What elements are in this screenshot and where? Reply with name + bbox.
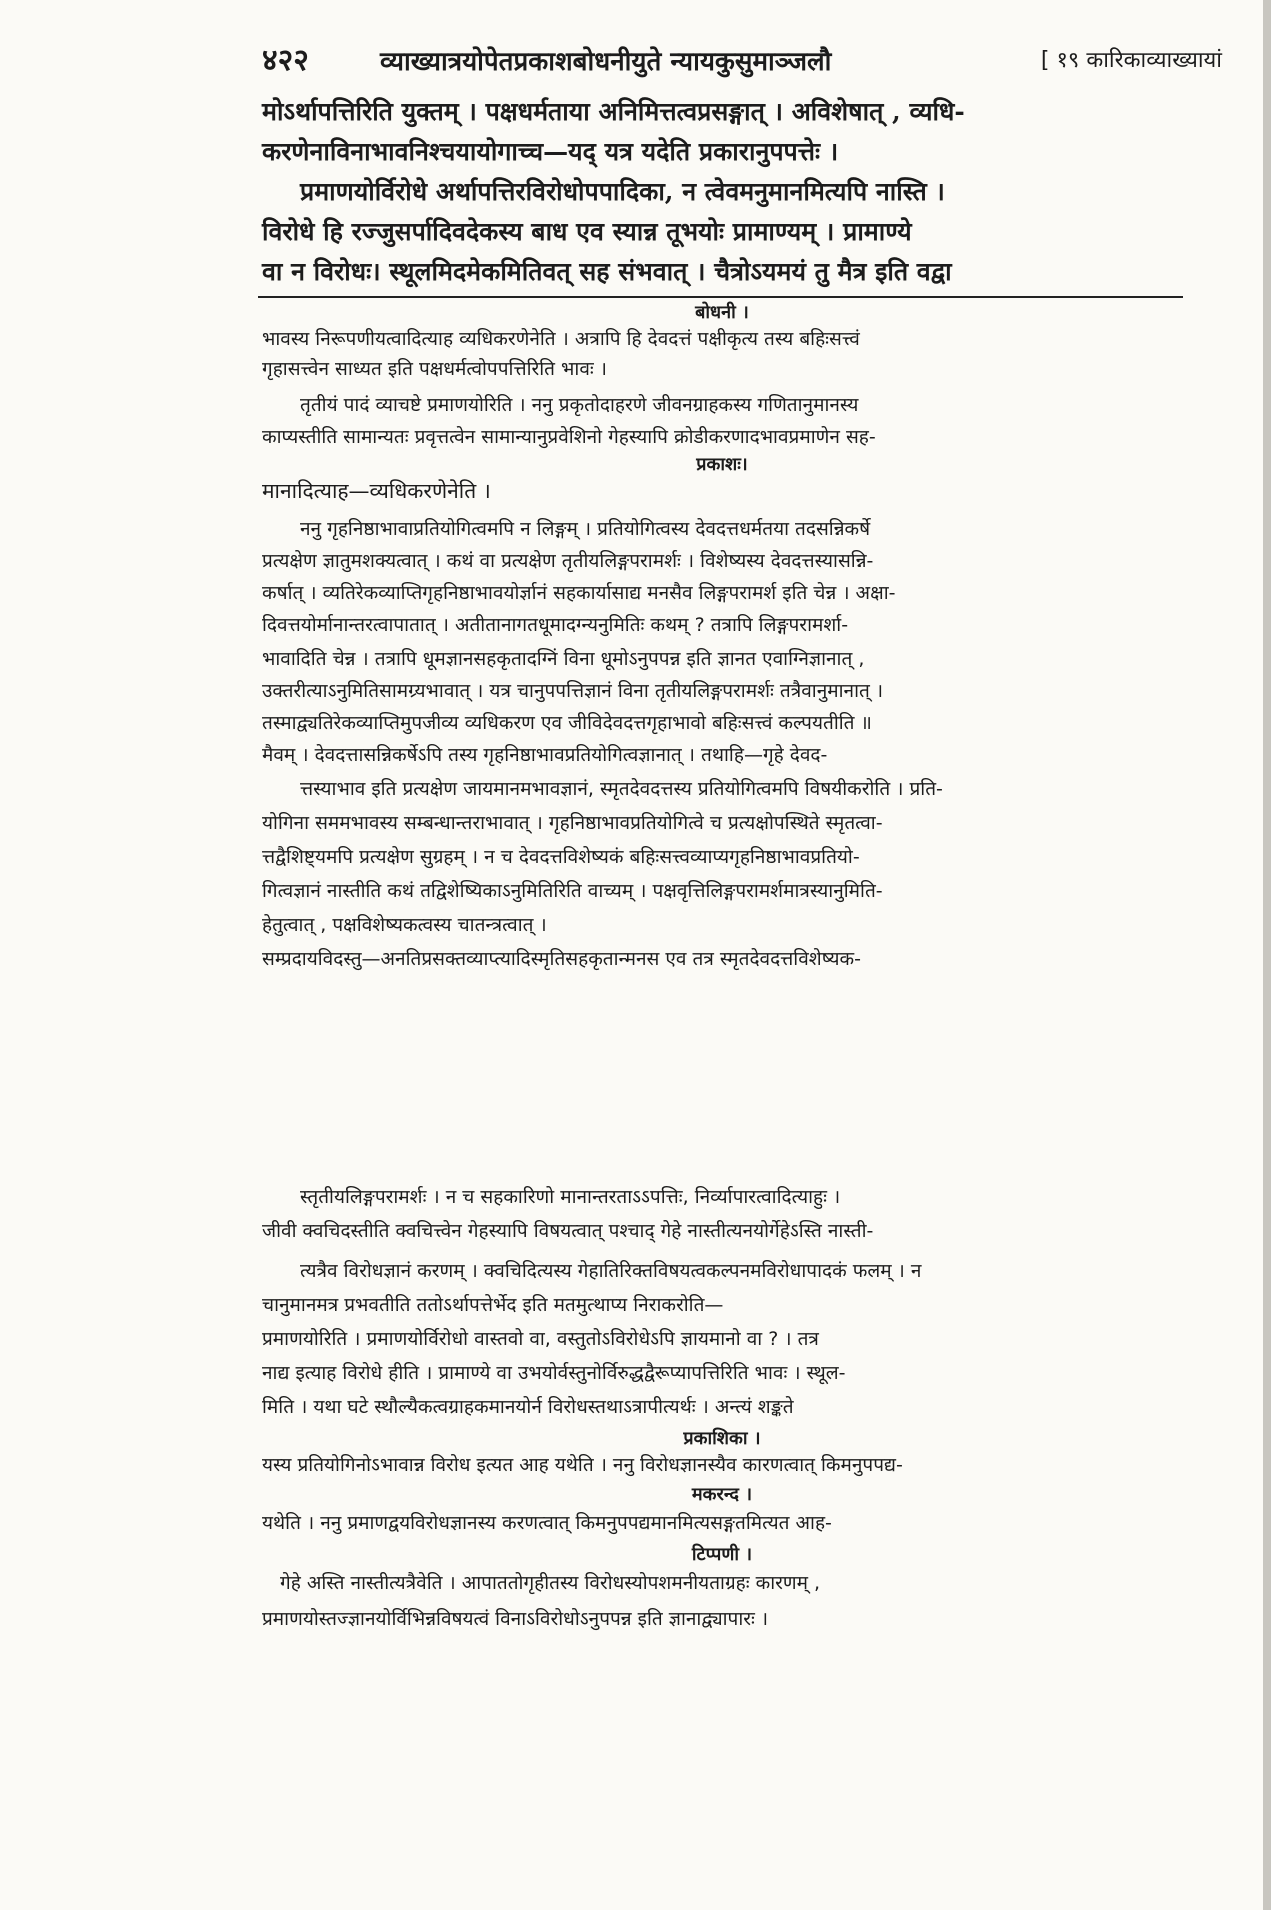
commentary-line: भावादिति चेन्न । तत्रापि धूमज्ञानसहकृतादग्निं विना धूमोऽनुपपन्न इति ज्ञानत एवाग्निज्ञानात् , xyxy=(262,648,865,670)
commentary-line: मानादित्याह—व्यधिकरणेनेति । xyxy=(262,479,491,503)
commentary-line: प्रत्यक्षेण ज्ञातुमशक्यत्वात् । कथं वा प्रत्यक्षेण तृतीयलिङ्गपरामर्शः । विशेष्यस्य देवदत्तस्यासन्नि- xyxy=(262,550,874,572)
commentary-line: भावस्य निरूपणीयत्वादित्याह व्यधिकरणेनेति । अत्रापि हि देवदत्तं पक्षीकृत्य तस्य बहिःसत्त्वं xyxy=(262,328,860,350)
commentary-line: यथेति । ननु प्रमाणद्वयविरोधज्ञानस्य करणत्वात् किमनुपपद्यमानमित्यसङ्गतमित्यत आह- xyxy=(262,1512,832,1534)
section-divider xyxy=(258,296,1183,298)
mula-line: करणेनाविनाभावनिश्चयायोगाच्च—यद् यत्र यदेति प्रकारानुपपत्तेः । xyxy=(262,137,839,166)
commentary-line: यस्य प्रतियोगिनोऽभावान्न विरोध इत्यत आह यथेति । ननु विरोधज्ञानस्यैव कारणत्वात् किमनुपपद्य- xyxy=(262,1454,903,1476)
commentary-line: तस्माद्व्यतिरेकव्याप्तिमुपजीव्य व्यधिकरण एव जीविदेवदत्तगृहाभावो बहिःसत्त्वं कल्पयतीति ॥ xyxy=(262,712,872,734)
mula-line: प्रमाणयोर्विरोधे अर्थापत्तिरविरोधोपपादिका, न त्वेवमनुमानमित्यपि नास्ति । xyxy=(300,177,945,206)
commentary-line: काप्यस्तीति सामान्यतः प्रवृत्तत्वेन सामान्यानुप्रवेशिनो गेहस्यापि क्रोडीकरणादभावप्रमाणेन सह- xyxy=(262,426,876,448)
commentary-line: स्तृतीयलिङ्गपरामर्शः । न च सहकारिणो मानान्तरताऽऽपत्तिः, निर्व्यापारत्वादित्याहुः । xyxy=(300,1186,841,1208)
commentary-line: त्यत्रैव विरोधज्ञानं करणम् । क्वचिदित्यस्य गेहातिरिक्तविषयत्वकल्पनमविरोधापादकं फलम् । न xyxy=(300,1260,922,1282)
commentary-line: योगिना सममभावस्य सम्बन्धान्तराभावात् । गृहनिष्ठाभावप्रतियोगित्वे च प्रत्यक्षोपस्थिते स्मृतत्वा- xyxy=(262,812,883,834)
bodhani-heading: बोधनी । xyxy=(695,302,749,323)
commentary-line: गेहे अस्ति नास्तीत्यत्रैवेति । आपाततोगृहीतस्य विरोधस्योपशमनीयताग्रहः कारणम् , xyxy=(280,1572,821,1594)
commentary-line: त्तस्याभाव इति प्रत्यक्षेण जायमानमभावज्ञानं, स्मृतदेवदत्तस्य प्रतियोगित्वमपि विषयीकरोति । प्रति- xyxy=(300,778,943,800)
commentary-line: त्तद्वैशिष्ट्यमपि प्रत्यक्षेण सुग्रहम् । न च देवदत्तविशेष्यकं बहिःसत्त्वव्याप्यगृहनिष्ठाभावप्रतियो- xyxy=(262,846,860,868)
page-header xyxy=(262,38,1222,96)
running-title: व्याख्यात्रयोपेतप्रकाशबोधनीयुते न्यायकुसुमाञ्जलौ xyxy=(380,47,832,77)
commentary-line: गित्वज्ञानं नास्तीति कथं तद्विशेष्यिकाऽनुमितिरिति वाच्यम् । पक्षवृत्तिलिङ्गपरामर्शमात्रस्यानुमिति- xyxy=(262,880,883,902)
commentary-line: प्रमाणयोस्तज्ज्ञानयोर्विभिन्नविषयत्वं विनाऽविरोधोऽनुपपन्न इति ज्ञानाद्व्यापारः । xyxy=(262,1608,769,1630)
mula-line: वा न विरोधः। स्थूलमिदमेकमितिवत् सह संभवात् । चैत्रोऽयमयं तु मैत्र इति वद्वा xyxy=(262,257,952,286)
commentary-line: जीवी क्वचिदस्तीति क्वचित्त्वेन गेहस्यापि विषयत्वात् पश्चाद् गेहे नास्तीत्यनयोर्गेहेऽस्ति नास्ती- xyxy=(262,1220,874,1242)
page-edge xyxy=(1263,0,1271,1910)
commentary-line: मैवम् । देवदत्तासन्निकर्षेऽपि तस्य गृहनिष्ठाभावप्रतियोगित्वज्ञानात् । तथाहि—गृहे देवद- xyxy=(262,744,828,766)
commentary-line: उक्तरीत्याऽनुमितिसामग्र्यभावात् । यत्र चानुपपत्तिज्ञानं विना तृतीयलिङ्गपरामर्शः तत्रैवानुमानात् । xyxy=(262,680,884,702)
commentary-line: चानुमानमत्र प्रभवतीति ततोऽर्थापत्तेर्भेद इति मतमुत्थाप्य निराकरोति— xyxy=(262,1294,724,1316)
commentary-line: नाद्य इत्याह विरोधे हीति । प्रामाण्ये वा उभयोर्वस्तुनोर्विरुद्धद्वैरूप्यापत्तिरिति भावः । स्थूल- xyxy=(262,1362,846,1384)
page-number: ४२२ xyxy=(262,43,309,78)
tippani-heading: टिप्पणी । xyxy=(691,1544,753,1565)
commentary-line: गृहासत्त्वेन साध्यत इति पक्षधर्मत्वोपपत्तिरिति भावः । xyxy=(262,358,607,380)
mula-line: विरोधे हि रज्जुसर्पादिवदेकस्य बाध एव स्यान्न तूभयोः प्रामाण्यम् । प्रामाण्ये xyxy=(262,217,912,246)
prakashika-heading: प्रकाशिका । xyxy=(683,1428,761,1449)
makaranda-heading: मकरन्द । xyxy=(691,1484,753,1505)
mula-line: मोऽर्थापत्तिरिति युक्तम् । पक्षधर्मताया अनिमित्तत्वप्रसङ्गात् । अविशेषात् , व्यधि- xyxy=(262,97,965,126)
prakasha-heading: प्रकाशः। xyxy=(696,454,748,475)
commentary-line: प्रमाणयोरिति । प्रमाणयोर्विरोधो वास्तवो वा, वस्तुतोऽविरोधेऽपि ज्ञायमानो वा ? । तत्र xyxy=(262,1328,819,1350)
commentary-line: सम्प्रदायविदस्तु—अनतिप्रसक्तव्याप्त्यादिस्मृतिसहकृतान्मनस एव तत्र स्मृतदेवदत्तविशेष्यक- xyxy=(262,948,861,970)
commentary-line: हेतुत्वात् , पक्षविशेष्यकत्वस्य चातन्त्रत्वात् । xyxy=(262,914,547,936)
commentary-line: कर्षात् । व्यतिरेकव्याप्तिगृहनिष्ठाभावयोर्ज्ञानं सहकार्यासाद्य मनसैव लिङ्गपरामर्श इति चेन्न । अक्षा- xyxy=(262,582,896,604)
commentary-line: मिति । यथा घटे स्थौल्यैकत्वग्राहकमानयोर्न विरोधस्तथाऽत्रापीत्यर्थः । अन्त्यं शङ्कते xyxy=(262,1396,794,1418)
commentary-line: तृतीयं पादं व्याचष्टे प्रमाणयोरिति । ननु प्रकृतोदाहरणे जीवनग्राहकस्य गणितानुमानस्य xyxy=(300,394,859,416)
section-reference: [ १९ कारिकाव्याख्यायां xyxy=(1040,48,1222,73)
commentary-line: दिवत्तयोर्मानान्तरत्वापातात् । अतीतानागतधूमादग्न्यनुमितिः कथम् ? तत्रापि लिङ्गपरामर्शा- xyxy=(262,614,849,636)
commentary-line: ननु गृहनिष्ठाभावाप्रतियोगित्वमपि न लिङ्गम् । प्रतियोगित्वस्य देवदत्तधर्मतया तदसन्निकर्षे xyxy=(300,518,871,540)
